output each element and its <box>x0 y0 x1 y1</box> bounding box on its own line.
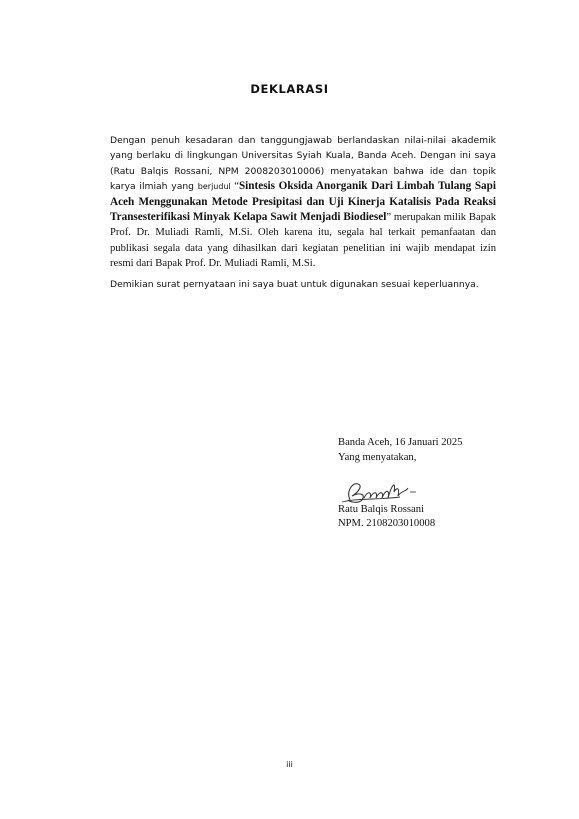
paragraph-text-intro: Dengan penuh kesadaran dan tanggungjawab berlandaskan nilai-nilai akademik yang berlaku di lingkungan Universitas Syiah Kuala, Banda Aceh. Dengan ini saya (Ratu Balqis Rossani, NPM 2008203010006) menyatakan bahwa ide dan topik karya ilmiah yang <box>110 135 496 193</box>
signature-label: Yang menyatakan, <box>338 451 417 463</box>
signature-header <box>338 436 538 465</box>
signatory-npm: NPM. 2108203010008 <box>338 518 436 529</box>
paragraph-text-berjudul: berjudul <box>197 182 231 192</box>
closing-paragraph: Demikian surat pernyataan ini saya buat untuk digunakan sesuai keperluannya. <box>110 279 479 290</box>
declaration-paragraph <box>110 133 496 272</box>
paragraph-text-ownership: ” merupakan milik Bapak Prof. Dr. Muliadi Ramli, M.Si. Oleh karena itu, segala hal terkait pemanfaatan dan publikasi segala data yang dihasilkan dari kegiatan penelitian ini wajib mendapat izin resmi dari Bapak Prof. Dr. Muliadi Ramli, M.Si. <box>110 212 496 270</box>
place-date: Banda Aceh, 16 Januari 2025 <box>338 437 463 448</box>
paragraph-open-quote: “ <box>230 181 239 193</box>
signatory-name: Ratu Balqis Rossani <box>338 504 424 515</box>
page-title: DEKLARASI <box>250 82 329 96</box>
page-number: iii <box>286 760 293 769</box>
thesis-title: Sintesis Oksida Anorganik Dari Limbah Tulang Sapi Aceh Menggunakan Metode Presipitasi dan Uji Kinerja Katalisis Pada Reaksi Transesterifikasi Minyak Kelapa Sawit Menjadi Biodiesel <box>110 180 496 224</box>
